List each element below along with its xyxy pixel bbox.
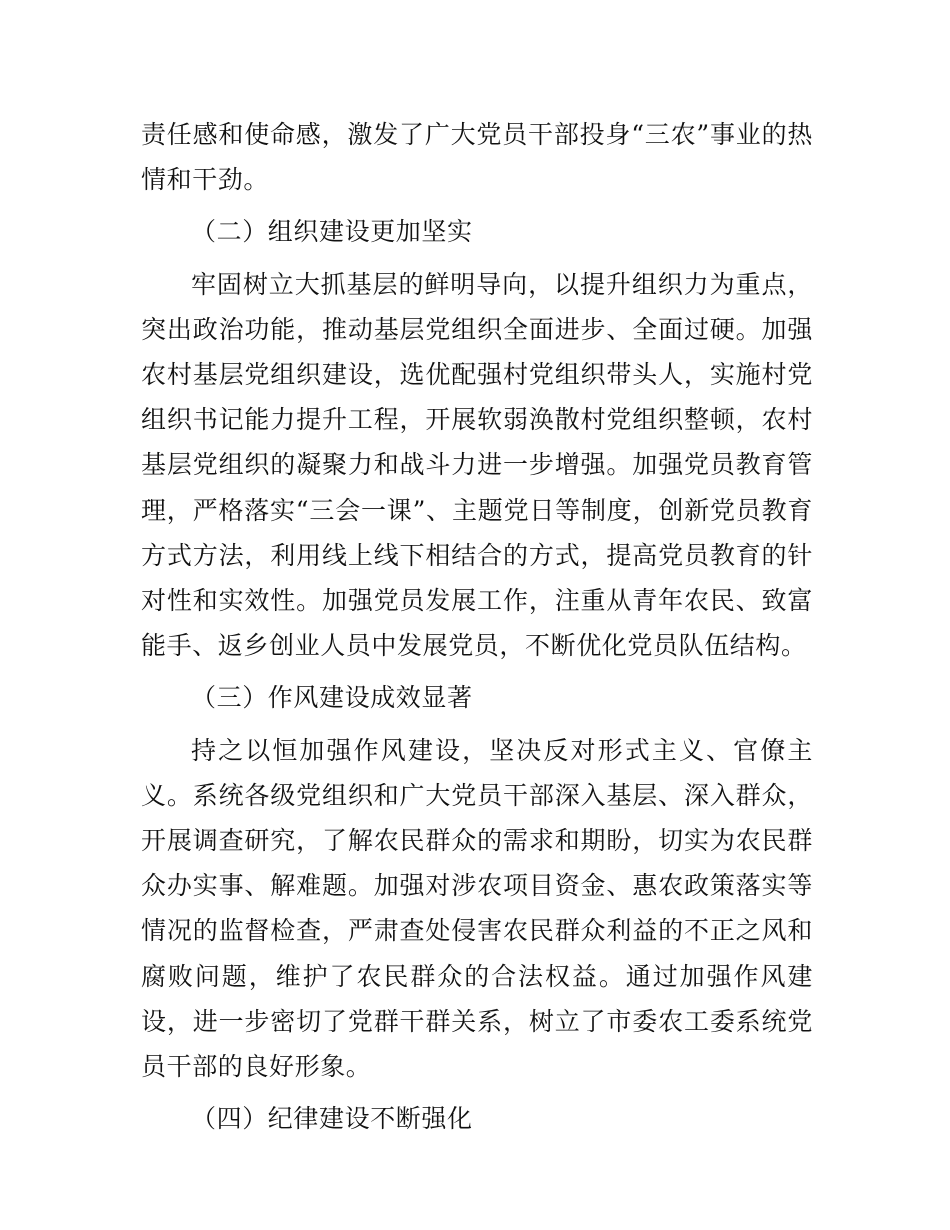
section-heading-organization: （二）组织建设更加坚实 (191, 217, 473, 247)
paragraph-organization: 牢固树立大抓基层的鲜明导向，以提升组织力为重点，突出政治功能，推动基层党组织全面进步、全面过硬。加强农村基层党组织建设，选优配强村党组织带头人，实施村党组织书记能力提升工程，开展软弱涣散村党组织整顿，农村基层党组织的凝聚力和战斗力进一步增强。加强党员教育管理，严格落实“三会一课”、主题党日等制度，创新党员教育方式方法，利用线上线下相结合的方式，提高党员教育的针对性和实效性。加强党员发展工作，注重从青年农民、致富能手、返乡创业人员中发展党员，不断优化党员队伍结构。 (141, 269, 813, 661)
section-heading-discipline: （四）纪律建设不断强化 (191, 1104, 473, 1134)
document-body (141, 112, 813, 1141)
section-heading-work-style: （三）作风建设成效显著 (191, 683, 473, 713)
paragraph-continuation: 责任感和使命感，激发了广大党员干部投身“三农”事业的热情和干劲。 (141, 120, 813, 195)
paragraph-work-style: 持之以恒加强作风建设，坚决反对形式主义、官僚主义。系统各级党组织和广大党员干部深入基层、深入群众，开展调查研究，了解农民群众的需求和期盼，切实为农民群众办实事、解难题。加强对涉农项目资金、惠农政策落实等情况的监督检查，严肃查处侵害农民群众利益的不正之风和腐败问题，维护了农民群众的合法权益。通过加强作风建设，进一步密切了党群干群关系，树立了市委农工委系统党员干部的良好形象。 (141, 735, 813, 1082)
